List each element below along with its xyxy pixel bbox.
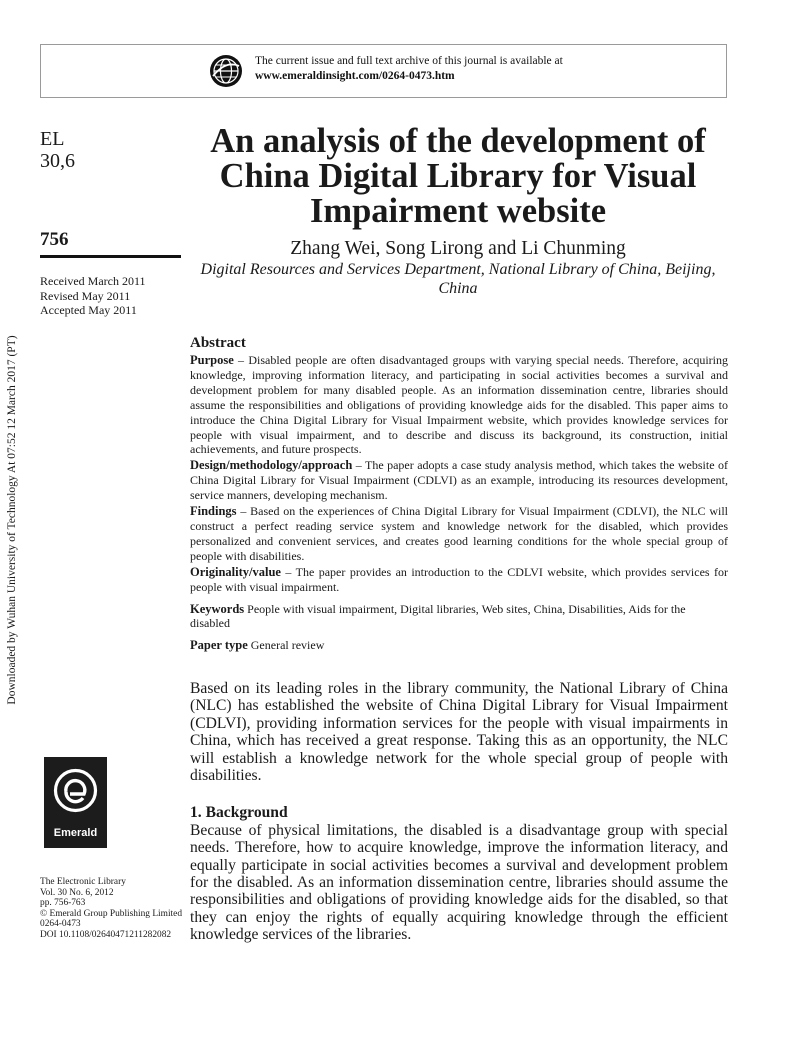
pubinfo-issn: 0264-0473 xyxy=(40,919,81,930)
pubinfo-pages: pp. 756-763 xyxy=(40,898,86,909)
abstract-design xyxy=(190,458,728,503)
intro-paragraph: Based on its leading roles in the library community, the National Library of China (NLC) has established the website of China Digital Library for Visual Impairment (CDLVI), providing information services for the people with visual impairments in China, which has received a great response. Taking this as an opportunity, the NLC will establish a knowledge network for the whole special group of people with disabilities. xyxy=(190,680,728,785)
publication-info xyxy=(40,877,182,941)
section-paragraph: Because of physical limitations, the disabled is a disadvantage group with special needs. Therefore, how to acquire knowledge, improve the information literacy, and equally participate in social activities becomes a survival and development problem for the disabled. As an information dissemination centre, libraries should assume the responsibilities and obligations of providing knowledge aids for the disabled, so that they can enjoy the rights of equally acquiring knowledge through the efficient knowledge services of the libraries. xyxy=(190,821,728,944)
paper-type-label: Paper type xyxy=(190,638,248,653)
section-heading: 1. Background xyxy=(190,804,288,822)
abstract xyxy=(190,334,728,654)
originality-text: – The paper provides an introduction to the CDLVI website, which provides services for people with visual impairment. xyxy=(190,564,728,594)
pubinfo-doi[interactable]: DOI 10.1108/02640471211282082 xyxy=(40,929,172,940)
article-title: An analysis of the development of China Digital Library for Visual Impairment website xyxy=(210,122,706,230)
history-revised: Revised May 2011 xyxy=(40,288,131,303)
banner-line: The current issue and full text archive of this journal is available at xyxy=(255,55,563,67)
emerald-logo xyxy=(44,757,107,848)
design-label: Design/methodology/approach xyxy=(190,458,353,473)
journal-volume: 30,6 xyxy=(40,150,75,172)
article-authors: Zhang Wei, Song Lirong and Li Chunming xyxy=(290,238,626,259)
purpose-label: Purpose xyxy=(190,353,234,367)
findings-text: – Based on the experiences of China Digital Library for Visual Impairment (CDLVI), the NLC will construct a perfect reading service system and knowledge network for the disabled, which provides personalized and convenient services, and creates good learning conditions for the whole special group of people with disabilities. xyxy=(190,504,728,563)
abstract-keywords xyxy=(190,602,728,632)
page-rule xyxy=(40,255,181,258)
design-text: – The paper adopts a case study analysis method, which takes the website of China Digital Library for Visual Impairment (CDLVI) as an example, introducing its resources development, service manners, developing mechanism. xyxy=(190,458,728,503)
download-stamp: Downloaded by Wuhan University of Technology At 07:52 12 March 2017 (PT) xyxy=(6,335,18,705)
findings-label: Findings xyxy=(190,504,237,519)
paper-type-text: General review xyxy=(247,638,325,653)
abstract-paper-type xyxy=(190,638,728,653)
pubinfo-volume: Vol. 30 No. 6, 2012 xyxy=(40,887,114,898)
availability-banner xyxy=(40,44,727,98)
article-history xyxy=(40,274,146,318)
history-accepted: Accepted May 2011 xyxy=(40,303,137,317)
emerald-logo-icon xyxy=(53,768,98,813)
pubinfo-journal: The Electronic Library xyxy=(40,877,126,887)
pubinfo-publisher: © Emerald Group Publishing Limited xyxy=(40,908,183,919)
author-affiliation: Digital Resources and Services Department, National Library of China, Beijing, China xyxy=(200,261,716,297)
history-received: Received March 2011 xyxy=(40,274,146,288)
logo-wordmark: Emerald xyxy=(53,827,98,839)
purpose-text: – Disabled people are often disadvantaged groups with varying special needs. Therefore, acquiring knowledge, improving information literacy, and participating in social activities becomes a survival and development problem for many disabled people. As an information dissemination centre, libraries should assume the responsibilities and obligations of providing knowledge aids for the disabled. This paper aims to introduce the China Digital Library for Visual Impairment website, which provides knowledge services for people with visual impairment, and to describe and discuss its background, its construction, initial achievements, and future prospects. xyxy=(190,353,728,457)
abstract-findings xyxy=(190,504,728,564)
globe-icon xyxy=(209,54,243,88)
journal-code xyxy=(40,128,75,172)
journal-abbrev: EL xyxy=(40,128,65,150)
originality-label: Originality/value xyxy=(190,564,281,579)
keywords-label: Keywords xyxy=(190,601,245,616)
abstract-purpose xyxy=(190,353,728,457)
banner-url[interactable]: www.emeraldinsight.com/0264-0473.htm xyxy=(255,70,455,82)
article-body xyxy=(190,680,728,944)
page-number: 756 xyxy=(40,229,69,250)
abstract-heading: Abstract xyxy=(190,335,246,351)
abstract-originality xyxy=(190,565,728,595)
keywords-text: People with visual impairment, Digital libraries, Web sites, China, Disabilities, Aids for the disabled xyxy=(190,601,686,631)
